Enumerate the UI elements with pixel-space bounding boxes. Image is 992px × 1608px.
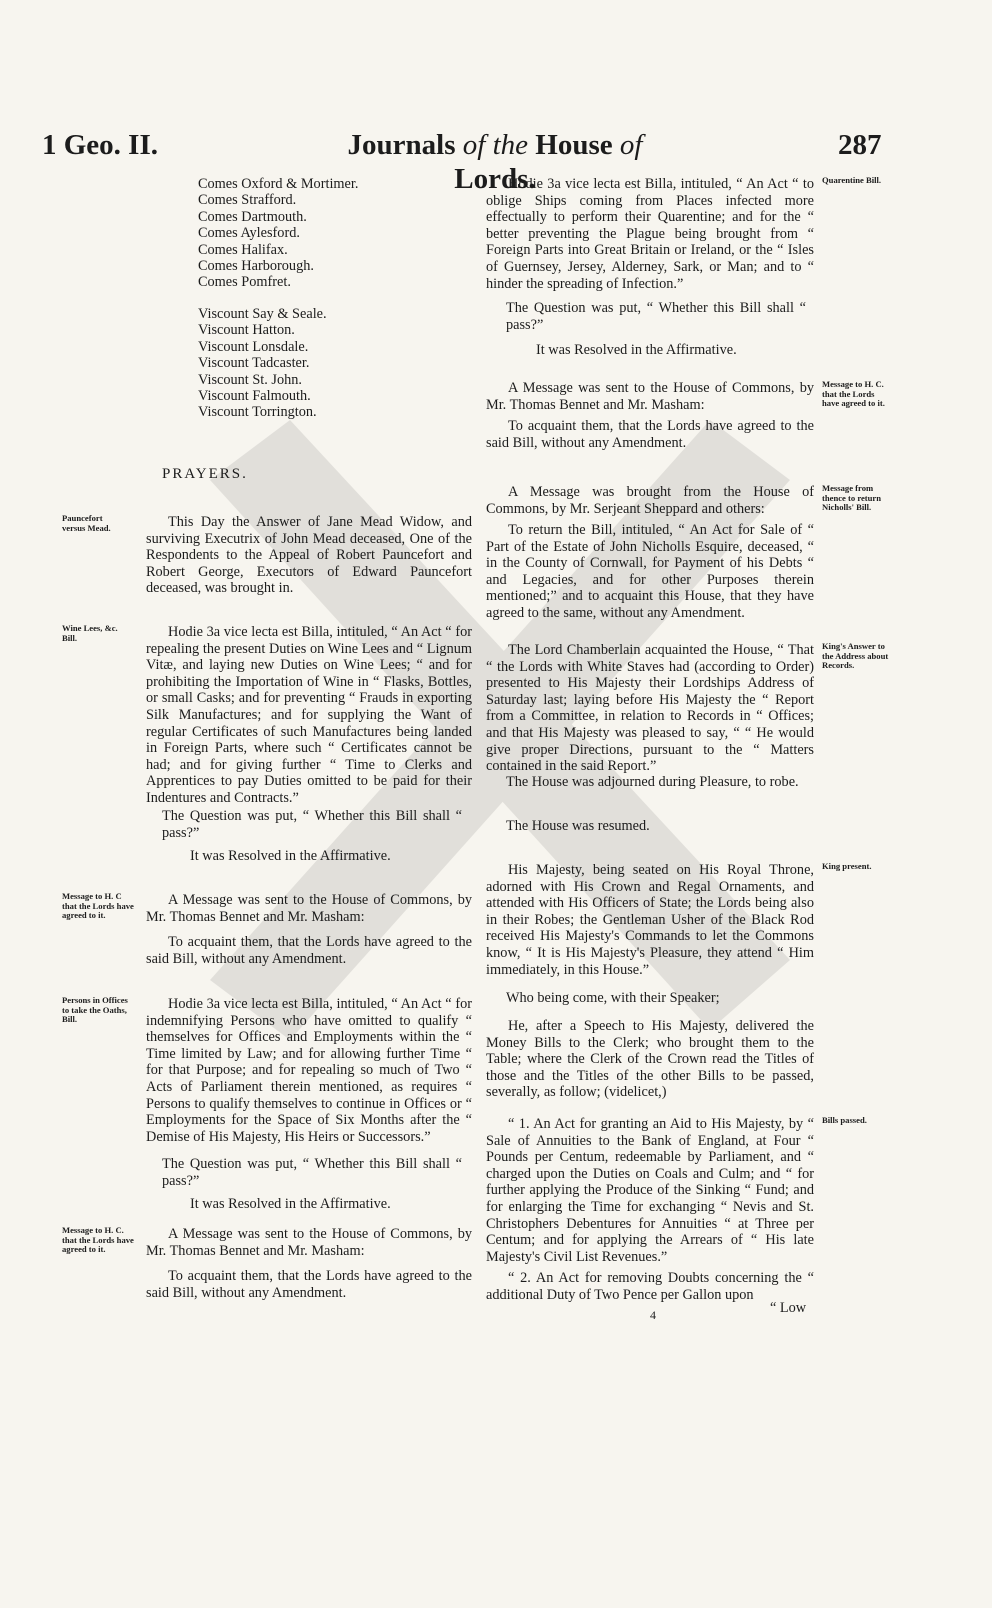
catchword: “ Low: [770, 1300, 807, 1316]
signature-mark: 4: [650, 1308, 656, 1322]
margin-note: Message to H. C. that the Lords have agreed to it.: [822, 379, 885, 409]
title-word: of: [619, 129, 643, 161]
entry-paragraph: To return the Bill, intituled, “ An Act for Sale of “ Part of the Estate of John Nicholls Esquire, deceased, “ in the County of Cornwall, for Payment of his Debts “ and Legacies, and for other Purposes therein mentioned;” and to acquaint this House, that they have agreed to the same, without any Amendment.: [486, 522, 814, 621]
margin-note: Persons in Offices to take the Oaths, Bill.: [62, 995, 128, 1025]
title-word: the: [492, 129, 529, 161]
margin-note: Pauncefort versus Mead.: [62, 513, 111, 533]
peers-viscounts-list: [198, 306, 398, 421]
title-word: of: [462, 129, 486, 161]
margin-note: Wine Lees, &c. Bill.: [62, 623, 118, 643]
entry-paragraph: The House was adjourned during Pleasure, to robe.: [506, 774, 799, 790]
title-word: House: [535, 129, 613, 161]
resolution-text: It was Resolved in the Affirmative.: [536, 342, 737, 358]
margin-note: Bills passed.: [822, 1115, 867, 1125]
page-number: 287: [838, 129, 882, 161]
entry-paragraph: A Message was sent to the House of Commons, by Mr. Thomas Bennet and Mr. Masham:: [146, 892, 472, 925]
peer-entry: Comes Harborough.: [198, 258, 314, 275]
peer-entry: Comes Pomfret.: [198, 274, 291, 291]
margin-note: Message to H. C. that the Lords have agreed to it.: [62, 1225, 134, 1255]
question-text: The Question was put, “ Whether this Bill shall “ pass?”: [162, 1156, 462, 1189]
margin-note: Message to H. C that the Lords have agreed to it.: [62, 891, 134, 921]
entry-paragraph: To acquaint them, that the Lords have agreed to the said Bill, without any Amendment.: [146, 934, 472, 967]
margin-note: King present.: [822, 861, 872, 871]
resolution-text: It was Resolved in the Affirmative.: [190, 848, 391, 864]
entry-paragraph: Who being come, with their Speaker;: [506, 990, 720, 1006]
entry-paragraph: To acquaint them, that the Lords have agreed to the said Bill, without any Amendment.: [486, 418, 814, 451]
peer-entry: Comes Dartmouth.: [198, 208, 307, 225]
entry-paragraph: Hodie 3a vice lecta est Billa, intituled, “ An Act “ for repealing the present Duties on Wine Lees and “ Lignum Vitæ, and laying new Duties on Wine Lees; “ and for prohibiting the Importation of Wine in “ Flasks, Bottles, or small Casks; and for preventing “ Frauds in exporting Silk Manufactures; and for supplying the Want of regular Certificates of such Manufactures being landed in Foreign Parts, where such “ Certificates cannot be had; and for giving further “ Time to Clerks and Apprentices to pay Duties omitted to be paid for their Indentures and Contracts.”: [146, 624, 472, 806]
peer-entry: Comes Oxford & Mortimer.: [198, 176, 359, 192]
entry-paragraph: A Message was brought from the House of Commons, by Mr. Serjeant Sheppard and others:: [486, 484, 814, 517]
peer-entry: Viscount Torrington.: [198, 404, 317, 421]
entry-paragraph: The Lord Chamberlain acquainted the House, “ That “ the Lords with White Staves had (according to Order) presented to His Majesty their Lordships Address of Saturday last; laying before His Majesty the “ Report from a Committee, in relation to Records in “ Offices; and that His Majesty was pleased to say, “ “ He would give proper Directions, pursuant to the “ Matters contained in the said Report.”: [486, 642, 814, 775]
question-text: The Question was put, “ Whether this Bill shall “ pass?”: [506, 300, 806, 333]
peer-entry: Viscount St. John.: [198, 371, 302, 388]
entry-paragraph: He, after a Speech to His Majesty, delivered the Money Bills to the Clerk; who brought them to the Table; where the Clerk of the Crown read the Titles of those and the Titles of the other Bills to be passed, severally, as follow; (videlicet,): [486, 1018, 814, 1101]
title-word: Lords.: [454, 163, 536, 195]
question-text: The Question was put, “ Whether this Bill shall “ pass?”: [162, 808, 462, 841]
peer-entry: Comes Aylesford.: [198, 225, 300, 242]
entry-paragraph: The House was resumed.: [506, 818, 650, 834]
title-word: Journals: [347, 129, 456, 161]
margin-note: Quarentine Bill.: [822, 175, 882, 185]
entry-paragraph: His Majesty, being seated on His Royal Throne, adorned with His Crown and Regal Ornaments, and attended with His Officers of State; the Lords being also in their Robes; the Gentleman Usher of the Black Rod received His Majesty's Commands to let the Commons know, “ It is His Majesty's Pleasure, they attend “ Him immediately, in this House.”: [486, 862, 814, 978]
prayers-heading: PRAYERS.: [162, 466, 248, 482]
peer-entry: Comes Halifax.: [198, 241, 288, 258]
peer-entry: Viscount Lonsdale.: [198, 338, 309, 355]
entry-paragraph: A Message was sent to the House of Commons, by Mr. Thomas Bennet and Mr. Masham:: [486, 380, 814, 413]
peer-entry: Viscount Hatton.: [198, 322, 295, 339]
entry-paragraph: “ 2. An Act for removing Doubts concerning the “ additional Duty of Two Pence per Gallon upon: [486, 1270, 814, 1303]
peer-entry: Viscount Tadcaster.: [198, 355, 310, 372]
margin-note: Message from thence to return Nicholls' Bill.: [822, 483, 882, 513]
peer-entry: Viscount Falmouth.: [198, 388, 311, 405]
resolution-text: It was Resolved in the Affirmative.: [190, 1196, 391, 1212]
entry-paragraph: Hodie 3a vice lecta est Billa, intituled, “ An Act “ to oblige Ships coming from Places infected more effectually to perform their Quarentine; and for the “ better preventing the Plague being brought from “ Foreign Parts into Great Britain or Ireland, or the “ Isles of Guernsey, Jersey, Alderney, Sark, or Man; and to “ hinder the spreading of Infection.”: [486, 176, 814, 292]
peer-entry: Comes Strafford.: [198, 192, 297, 209]
running-head-regnal-year: 1 Geo. II.: [42, 129, 158, 161]
entry-paragraph: A Message was sent to the House of Commons, by Mr. Thomas Bennet and Mr. Masham:: [146, 1226, 472, 1259]
entry-paragraph: “ 1. An Act for granting an Aid to His Majesty, by “ Sale of Annuities to the Bank of England, at Four “ Pounds per Centum, redeemable by Parliament, and “ charged upon the Duties on Coals and Culm; and “ for further applying the Produce of the Sinking “ Fund; and for enlarging the Time for exchanging “ Nevis and St. Christophers Debentures for Annuities “ at Three per Centum; and for applying the Arrears of “ His late Majesty's Civil List Revenues.”: [486, 1116, 814, 1265]
margin-note: King's Answer to the Address about Records.: [822, 641, 889, 671]
peers-comes-list: [198, 176, 398, 291]
entry-paragraph: Hodie 3a vice lecta est Billa, intituled, “ An Act “ for indemnifying Persons who have omitted to qualify “ themselves for Offices and Employments within the “ Time limited by Law; and for allowing further Time “ for that Purpose; and for repealing so much of Two “ Acts of Parliament therein mentioned, as requires “ Persons to qualify themselves to continue in Offices or “ Employments for the Space of Six Months after the “ Demise of His Majesty, His Heirs or Successors.”: [146, 996, 472, 1145]
entry-paragraph: To acquaint them, that the Lords have agreed to the said Bill, without any Amendment.: [146, 1268, 472, 1301]
entry-paragraph: This Day the Answer of Jane Mead Widow, and surviving Executrix of John Mead deceased, One of the Respondents to the Appeal of Robert Pauncefort and Robert George, Executors of Edward Pauncefort deceased, was brought in.: [146, 514, 472, 597]
peer-entry: Viscount Say & Seale.: [198, 306, 327, 322]
